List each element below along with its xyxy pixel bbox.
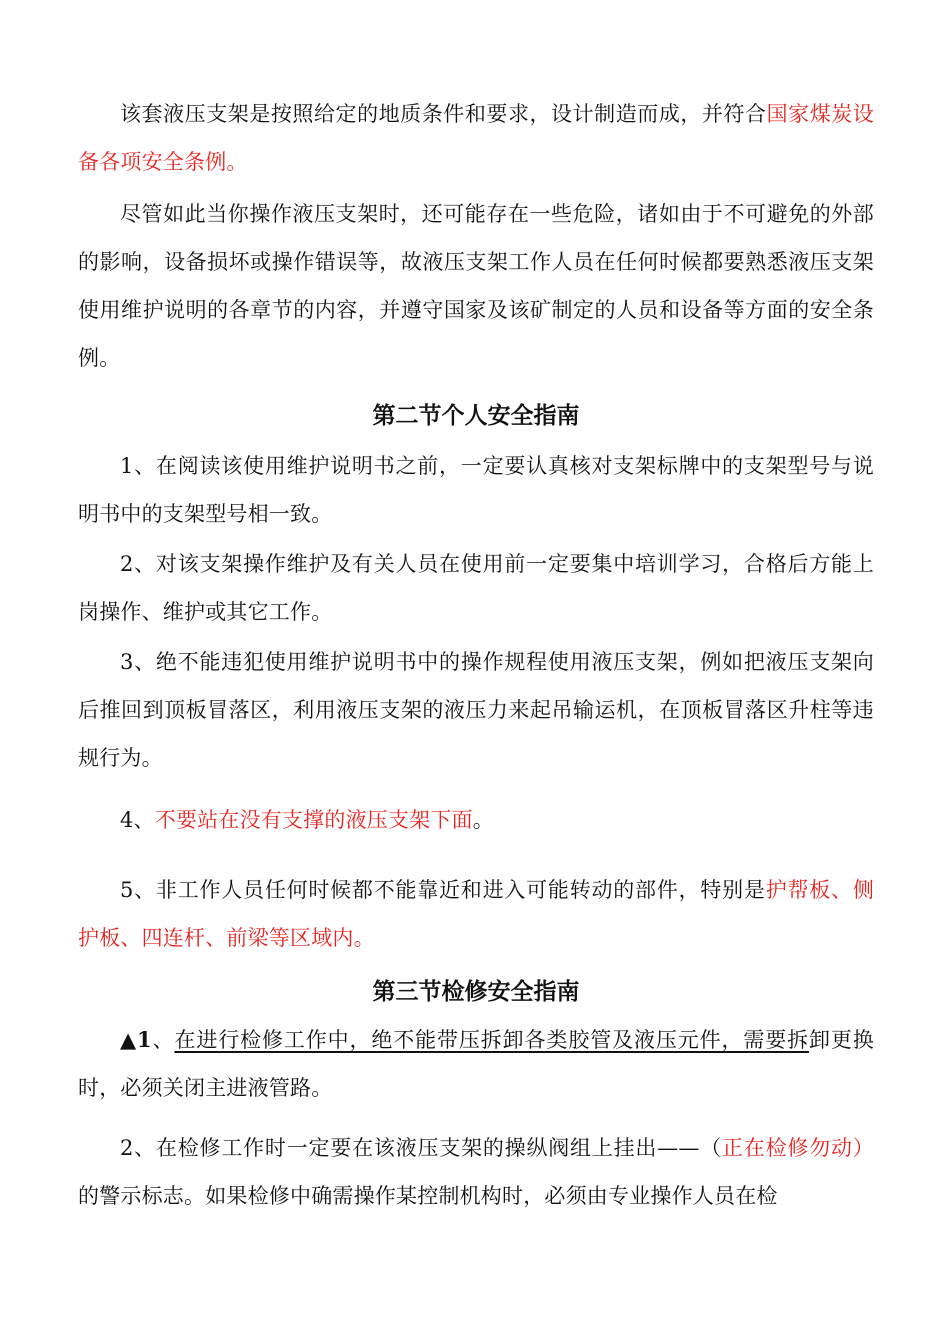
section2-item-5: [78, 866, 874, 962]
section2-title: 第二节个人安全指南: [372, 402, 580, 429]
item5-text: 5、非工作人员任何时候都不能靠近和进入可能转动的部件，特别是: [120, 878, 766, 902]
item2-highlight: 正在检修勿动）: [722, 1136, 874, 1160]
item4-suffix: 。: [472, 808, 494, 832]
item2-rest: 的警示标志。如果检修中确需操作某控制机构时，必须由专业操作人员在检: [78, 1184, 778, 1208]
item1-separator: 、: [151, 1028, 175, 1052]
document-page: [78, 0, 874, 1344]
item5-highlight: 护帮板、侧护板、四连杆、前梁等区域内。: [78, 878, 875, 950]
intro-paragraph-1: [78, 90, 874, 186]
item1-warning-marker: ▲1: [120, 1027, 152, 1052]
intro-p1-text: 该套液压支架是按照给定的地质条件和要求，设计制造而成，并符合: [120, 102, 767, 126]
section3-title: 第三节检修安全指南: [372, 978, 580, 1005]
section2-item-2: 2、对该支架操作维护及有关人员在使用前一定要集中培训学习，合格后方能上岗操作、维护或其它工作。: [78, 552, 874, 624]
section2-item-3: 3、绝不能违犯使用维护说明书中的操作规程使用液压支架，例如把液压支架向后推回到顶板冒落区，利用液压支架的液压力来起吊输运机，在顶板冒落区升柱等违规行为。: [78, 650, 874, 770]
section3-item-1: [78, 1016, 874, 1112]
intro-p1-highlight: 国家煤炭设备各项安全条例。: [78, 102, 875, 174]
section3-item-2: [78, 1124, 874, 1220]
intro-paragraph-2: 尽管如此当你操作液压支架时，还可能存在一些危险，诸如由于不可避免的外部的影响，设备损坏或操作错误等，故液压支架工作人员在任何时候都要熟悉液压支架使用维护说明的各章节的内容，并遵守国家及该矿制定的人员和设备等方面的安全条例。: [78, 202, 874, 370]
item4-highlight: 不要站在没有支撑的液压支架下面: [154, 808, 473, 832]
item1-rest: 卸更换时，必须关闭主进液管路。: [78, 1028, 874, 1100]
section2-item-1: 1、在阅读该使用维护说明书之前，一定要认真核对支架标牌中的支架型号与说明书中的支架型号相一致。: [78, 454, 874, 526]
section2-item-4: [78, 796, 874, 844]
item2-text: 2、在检修工作时一定要在该液压支架的操纵阀组上挂出——（: [120, 1136, 723, 1160]
item4-prefix: 4、: [120, 808, 155, 832]
item1-underlined-text: 在进行检修工作中，绝不能带压拆卸各类胶管及液压元件，需要拆: [174, 1028, 810, 1052]
